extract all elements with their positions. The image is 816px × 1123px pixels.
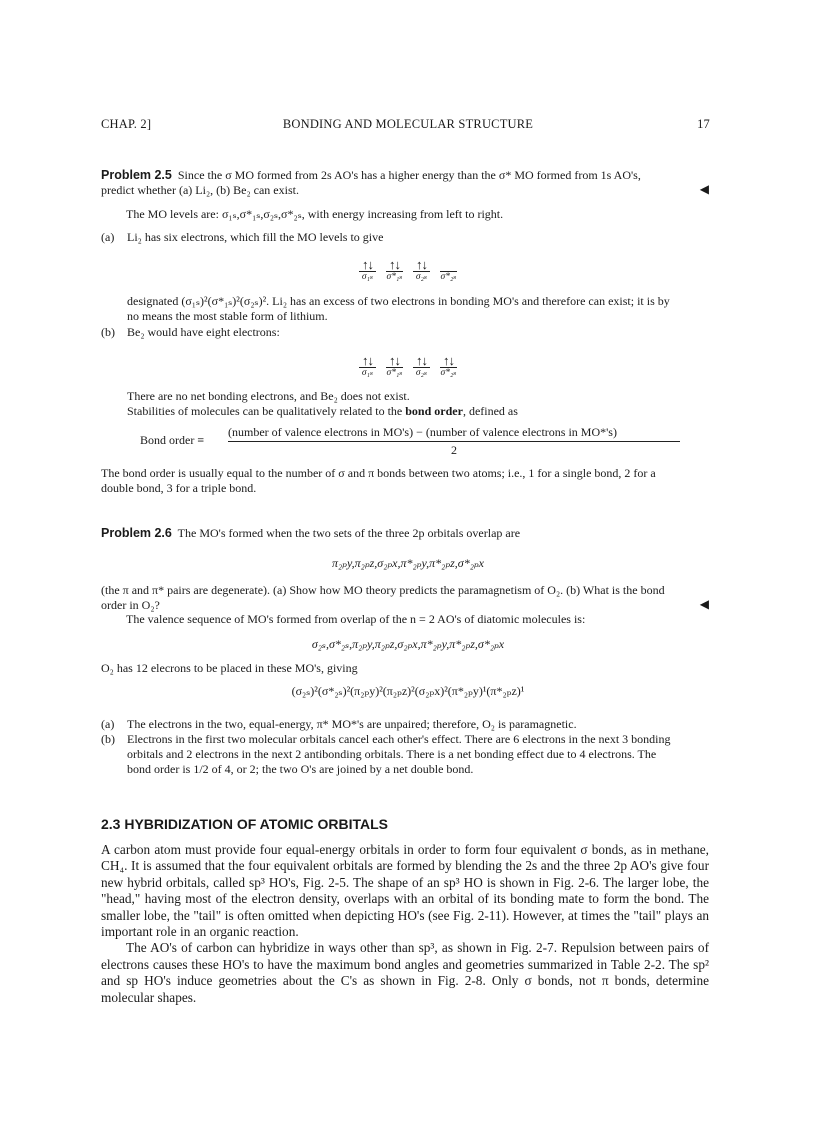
- bond-order-denominator: 2: [451, 443, 457, 457]
- p-orbital-mo-list: π₂ₚy,π₂ₚz,σ₂ₚx,π*₂ₚy,π*₂ₚz,σ*₂ₚx: [331, 556, 485, 570]
- o2-electron-configuration: (σ₂ₛ)²(σ*₂ₛ)²(π₂ₚy)²(π₂ₚz)²(σ₂ₚx)²(π*₂ₚy)¹(π*₂ₚz)¹: [291, 684, 525, 698]
- valence-sequence: σ₂ₛ,σ*₂ₛ,π₂ₚy,π₂ₚz,σ₂ₚx,π*₂ₚy,π*₂ₚz,σ*₂ₚx: [311, 637, 505, 651]
- part-label: (a): [101, 230, 115, 244]
- answer-b-cont: bond order is 1/2 of 4, or 2; the two O's are joined by a net double bond.: [127, 762, 474, 776]
- running-title: BONDING AND MOLECULAR STRUCTURE: [282, 117, 534, 131]
- page-number: 17: [697, 117, 710, 131]
- fraction-bar: [228, 441, 680, 442]
- part-label: (b): [101, 325, 115, 339]
- end-of-problem-marker: ◀: [699, 182, 709, 196]
- problem-label: Problem 2.5: [101, 168, 172, 182]
- problem-2-6-statement: Problem 2.6 The MO's formed when the two sets of the three 2p orbitals overlap are: [101, 526, 521, 540]
- mo-slot: ↑↓ σ₂ₛ: [413, 354, 430, 379]
- problem-2-5-statement-cont: predict whether (a) Li₂, (b) Be₂ can exist.: [101, 183, 299, 197]
- paragraph: A carbon atom must provide four equal-energy orbitals in order to form four equivalent σ bonds, as in methane, CH₄. It is assumed that the four equivalent orbitals are formed by blending the 2s and the three 2p AO's give four new hybrid orbitals, called sp³ HO's, Fig. 2-5. The shape of an sp³ HO is shown in Fig. 2-6. The larger lobe, the "head," having most of the electron density, overlaps with an orbital of its bonding mate to form the bond. The smaller lobe, the "tail" is often omitted when depicting HO's (see Fig. 2-11). However, at times the "tail" plays an important role in an organic reaction.: [101, 842, 709, 940]
- mo-energy-diagram-be2: [0, 352, 816, 379]
- valence-sequence-text: The valence sequence of MO's formed from overlap of the n = 2 AO's of diatomic molecules is:: [126, 612, 586, 626]
- mo-slot: σ*₂ₛ: [440, 272, 457, 282]
- part-b-text: Be₂ would have eight electrons:: [127, 325, 280, 339]
- mo-slot: ↑↓ σ₂ₛ: [413, 258, 430, 283]
- paragraph: The AO's of carbon can hybridize in ways other than sp³, as shown in Fig. 2-7. Repulsion between pairs of electrons causes these HO's to have the maximum bond angles and geometries summarized in Table 2-2. The sp² and sp HO's induce geometries about the C's as shown in Fig. 2-8. Only σ bonds, not π bonds, determine molecular shapes.: [101, 940, 709, 1005]
- part-label: (b): [101, 732, 115, 746]
- problem-label: Problem 2.6: [101, 526, 172, 540]
- mo-slot: ↑↓ σ₁ₛ: [359, 354, 376, 379]
- answer-a: The electrons in the two, equal-energy, π* MO*'s are unpaired; therefore, O₂ is paramagnetic.: [127, 717, 577, 731]
- bond-order-note-cont: double bond, 3 for a triple bond.: [101, 481, 257, 495]
- li2-designation: designated (σ₁ₛ)²(σ*₁ₛ)²(σ₂ₛ)². Li₂ has an excess of two electrons in bonding MO's and therefore can exist; it is by: [127, 294, 670, 308]
- o2-electron-text: O₂ has 12 elecrons to be placed in these MO's, giving: [101, 661, 358, 675]
- answer-b: Electrons in the first two molecular orbitals cancel each other's effect. There are 6 electrons in the next 3 bonding: [127, 732, 671, 746]
- bond-order-numerator: (number of valence electrons in MO's) − (number of valence electrons in MO*'s): [228, 425, 617, 439]
- problem-2-6-question-cont: order in O₂?: [101, 598, 160, 612]
- problem-2-6-question: (the π and π* pairs are degenerate). (a) Show how MO theory predicts the paramagnetism of O₂. (b) What is the bond: [101, 583, 665, 597]
- li2-designation-cont: no means the most stable form of lithium.: [127, 309, 328, 323]
- part-a-text: Li₂ has six electrons, which fill the MO levels to give: [127, 230, 384, 244]
- bond-order-note: The bond order is usually equal to the number of σ and π bonds between two atoms; i.e., 1 for a single bond, 2 for a: [101, 466, 656, 480]
- end-of-problem-marker: ◀: [699, 597, 709, 611]
- be2-result: There are no net bonding electrons, and Be₂ does not exist.: [127, 389, 410, 403]
- part-label: (a): [101, 717, 115, 731]
- mo-levels-text: The MO levels are: σ₁ₛ,σ*₁ₛ,σ₂ₛ,σ*₂ₛ, with energy increasing from left to right.: [126, 207, 504, 221]
- mo-slot: ↑↓ σ*₂ₛ: [440, 353, 457, 378]
- section-heading: 2.3 HYBRIDIZATION OF ATOMIC ORBITALS: [101, 816, 388, 832]
- problem-2-5-statement: Problem 2.5 Since the σ MO formed from 2s AO's has a higher energy than the σ* MO formed from 1s AO's,: [101, 168, 641, 182]
- mo-energy-diagram-li2: [0, 256, 816, 283]
- chapter-label: CHAP. 2]: [101, 117, 152, 131]
- section-body: [101, 842, 709, 1006]
- mo-slot: ↑↓ σ*₁ₛ: [386, 353, 403, 378]
- stability-sentence: Stabilities of molecules can be qualitatively related to the bond order, defined as: [127, 404, 518, 418]
- mo-slot: ↑↓ σ*₁ₛ: [386, 257, 403, 282]
- answer-b-cont: orbitals and 2 electrons in the next 2 antibonding orbitals. There is a net bonding effect due to 4 electrons. The: [127, 747, 657, 761]
- mo-slot: ↑↓ σ₁ₛ: [359, 258, 376, 283]
- bond-order-lhs: Bond order ≡: [140, 433, 205, 447]
